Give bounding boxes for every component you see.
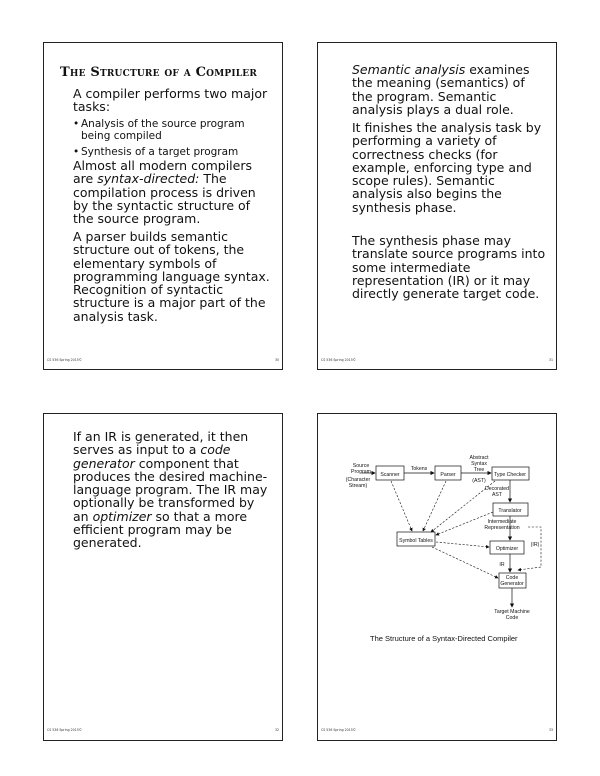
slide-2-paragraph-3: The synthesis phase may translate source programs into some intermediate representation (IR) or it may directly generate target code. — [352, 233, 546, 302]
slide-1-intro: A compiler performs two major tasks: — [73, 86, 268, 115]
label-target-code: Code — [505, 615, 519, 621]
label-abstract: Abstract — [469, 455, 489, 461]
bullet-item: • Analysis of the source program being compiled — [73, 119, 273, 142]
label-target-machine: Target Machine — [494, 609, 530, 615]
emphasis-text: syntax-directed: — [97, 171, 200, 187]
emphasis-text: optimizer — [92, 508, 152, 524]
page-number: 32 — [274, 728, 279, 732]
dashed-parser-symtab — [423, 481, 446, 531]
text-run: If an IR is generated, it then serves as input to a — [73, 429, 249, 458]
label-tokens: Tokens — [410, 466, 428, 472]
label-decorated: Decorated — [485, 486, 509, 492]
dashed-symtab-codegen — [432, 547, 498, 578]
slide-2-paragraph-2: It finishes the analysis task by performing a variety of correctness checks (for example, enforcing type and scope rules). Semantic analysis also begins the synthesis phase. — [352, 120, 542, 215]
label-syntax: Syntax — [471, 461, 487, 467]
page-number: 31 — [548, 358, 553, 362]
footer-course: CS 536 Spring 2015© — [47, 358, 82, 362]
text-run: component that produces the desired machine-language program. The IR may optionally be transformed by an — [73, 455, 268, 524]
text-run: examines the meaning (semantics) of the program. Semantic analysis plays a dual role. — [352, 62, 530, 117]
label-representation: Representation — [484, 525, 520, 531]
label-stream: Stream) — [348, 483, 368, 489]
label-source: Source — [352, 463, 370, 469]
text-run: The compilation process is driven by the syntactic structure of the source program. — [73, 171, 256, 227]
label-scanner: Scanner — [380, 472, 400, 478]
dashed-symtab-optimizer — [436, 542, 489, 547]
label-tree: Tree — [473, 467, 485, 473]
label-intermediate: Intermediate — [487, 519, 517, 525]
label-translator: Translator — [498, 508, 522, 514]
label-parser: Parser — [440, 472, 456, 478]
emphasis-text: Semantic analysis — [352, 62, 466, 77]
footer-course: CS 536 Spring 2015© — [47, 728, 82, 732]
bullet-item: • Synthesis of a target program — [73, 147, 273, 159]
label-type-checker: Type Checker — [493, 472, 527, 478]
emphasis-text: code generator — [73, 442, 231, 471]
dashed-translator-symtab — [436, 512, 493, 535]
page-number: 33 — [548, 728, 553, 732]
text-run: so that a more efficient program may be generated. — [73, 508, 248, 551]
label-ir-paren: (IR) — [530, 542, 540, 548]
dashed-scanner-symtab — [391, 481, 412, 531]
text-run: Almost all modern compilers are — [73, 158, 252, 187]
slide-1-title: The Structure of a Compiler — [60, 65, 258, 80]
label-ir: IR — [499, 562, 505, 568]
diagram-caption: The Structure of a Syntax-Directed Compiler — [370, 634, 518, 643]
page-number: 30 — [274, 358, 279, 362]
label-program: Program — [351, 469, 371, 475]
label-character: (Character — [345, 477, 371, 483]
label-decorated-ast: AST — [491, 492, 503, 498]
label-symbol-tables: Symbol Tables — [399, 538, 433, 544]
label-generator: Generator — [500, 581, 524, 587]
footer-course: CS 536 Spring 2015© — [321, 358, 356, 362]
label-code: Code — [505, 575, 519, 581]
label-ast: (AST) — [472, 478, 486, 484]
label-optimizer: Optimizer — [495, 546, 519, 552]
footer-course: CS 536 Spring 2015© — [321, 728, 356, 732]
slide-1-paragraph-3: A parser builds semantic structure out of tokens, the elementary symbols of programming language syntax. Recognition of syntactic structure is a major part of the analysis task. — [73, 229, 270, 324]
